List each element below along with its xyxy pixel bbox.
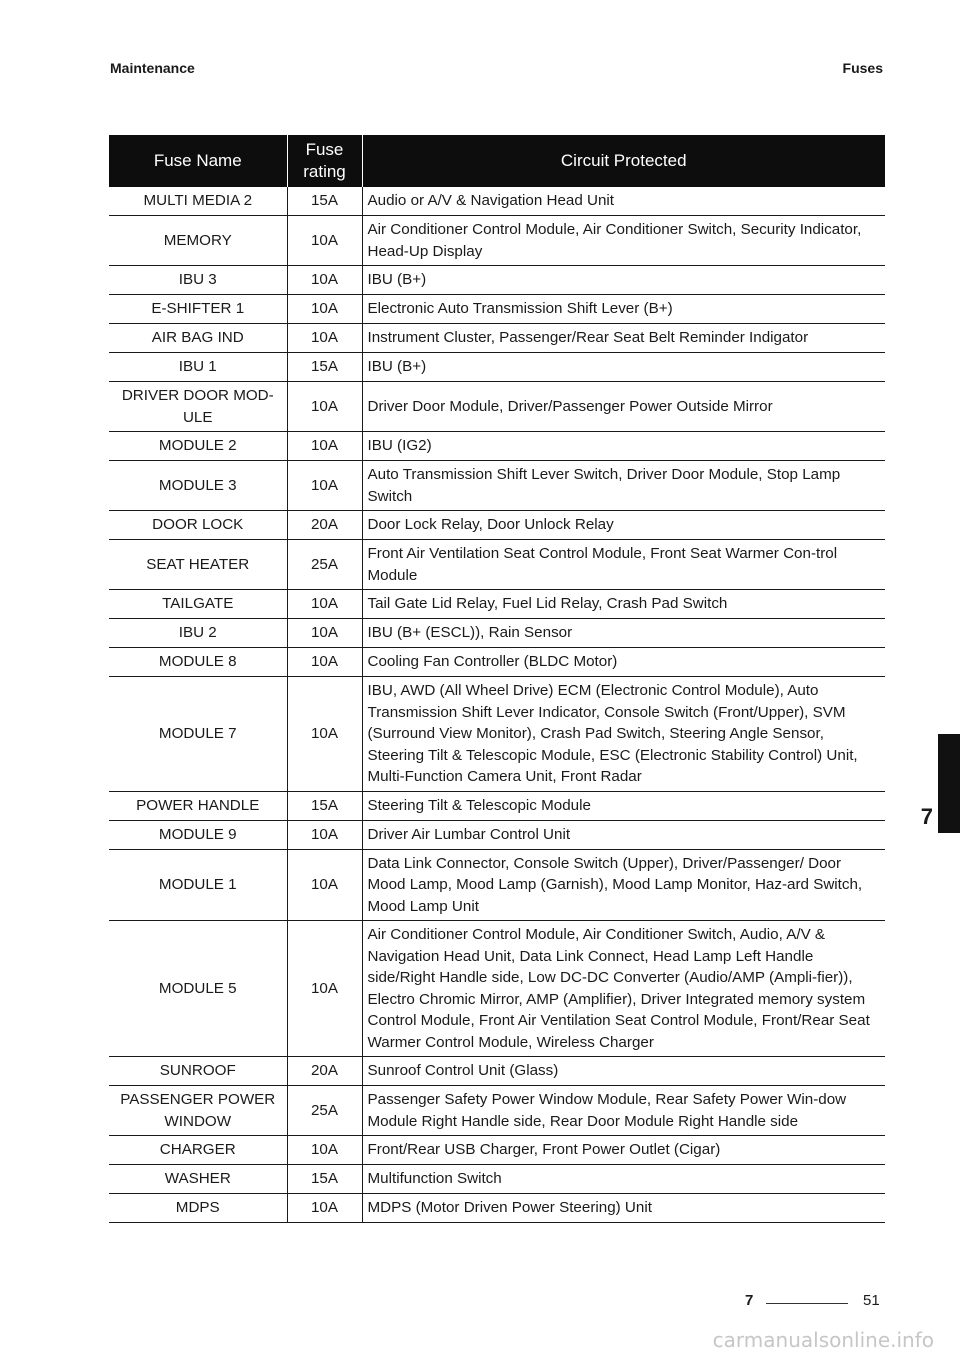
fuse-rating-cell: 10A	[287, 382, 362, 432]
fuse-name-cell: TAILGATE	[109, 590, 287, 619]
circuit-protected-cell: IBU (B+)	[362, 266, 885, 295]
fuse-name-cell: AIR BAG IND	[109, 324, 287, 353]
table-row	[109, 1136, 885, 1165]
table-row	[109, 619, 885, 648]
table-row	[109, 791, 885, 820]
column-header-fuse-rating: Fuse rating	[287, 135, 362, 187]
circuit-protected-cell: Auto Transmission Shift Lever Switch, Driver Door Module, Stop Lamp Switch	[362, 461, 885, 511]
circuit-protected-cell: Door Lock Relay, Door Unlock Relay	[362, 511, 885, 540]
fuse-name-cell: MODULE 9	[109, 820, 287, 849]
fuse-table-body	[109, 187, 885, 1223]
circuit-protected-cell: MDPS (Motor Driven Power Steering) Unit	[362, 1194, 885, 1223]
table-row	[109, 1194, 885, 1223]
circuit-protected-cell: Driver Air Lumbar Control Unit	[362, 820, 885, 849]
fuse-table-header-row	[109, 135, 885, 187]
table-row	[109, 820, 885, 849]
fuse-name-cell: MODULE 3	[109, 461, 287, 511]
fuse-rating-cell: 15A	[287, 187, 362, 216]
table-row	[109, 324, 885, 353]
fuse-name-cell: WASHER	[109, 1165, 287, 1194]
table-row	[109, 921, 885, 1057]
table-row	[109, 648, 885, 677]
footer-divider	[766, 1303, 848, 1304]
fuse-rating-cell: 10A	[287, 461, 362, 511]
fuse-name-cell: SEAT HEATER	[109, 540, 287, 590]
circuit-protected-cell: Air Conditioner Control Module, Air Conditioner Switch, Security Indicator, Head-Up Display	[362, 216, 885, 266]
table-row	[109, 540, 885, 590]
fuse-name-cell: MULTI MEDIA 2	[109, 187, 287, 216]
footer-page-number: 51	[863, 1292, 880, 1309]
table-row	[109, 1086, 885, 1136]
circuit-protected-cell: Instrument Cluster, Passenger/Rear Seat Belt Reminder Indigator	[362, 324, 885, 353]
fuse-rating-cell: 10A	[287, 849, 362, 921]
circuit-protected-cell: Multifunction Switch	[362, 1165, 885, 1194]
fuse-name-cell: MODULE 5	[109, 921, 287, 1057]
fuse-name-cell: SUNROOF	[109, 1057, 287, 1086]
circuit-protected-cell: Tail Gate Lid Relay, Fuel Lid Relay, Crash Pad Switch	[362, 590, 885, 619]
fuse-rating-cell: 10A	[287, 648, 362, 677]
header-topic-title: Fuses	[842, 60, 883, 76]
fuse-rating-cell: 15A	[287, 1165, 362, 1194]
fuse-rating-cell: 25A	[287, 540, 362, 590]
fuse-name-cell: MODULE 2	[109, 432, 287, 461]
fuse-name-cell: MODULE 1	[109, 849, 287, 921]
circuit-protected-cell: IBU (B+)	[362, 353, 885, 382]
fuse-rating-cell: 25A	[287, 1086, 362, 1136]
table-row	[109, 266, 885, 295]
table-row	[109, 216, 885, 266]
chapter-tab	[938, 734, 960, 833]
fuse-name-cell: DOOR LOCK	[109, 511, 287, 540]
circuit-protected-cell: Cooling Fan Controller (BLDC Motor)	[362, 648, 885, 677]
fuse-table	[109, 135, 885, 1223]
fuse-rating-cell: 10A	[287, 677, 362, 792]
fuse-rating-cell: 10A	[287, 432, 362, 461]
fuse-name-cell: MDPS	[109, 1194, 287, 1223]
table-row	[109, 1057, 885, 1086]
table-row	[109, 353, 885, 382]
fuse-rating-cell: 10A	[287, 324, 362, 353]
fuse-rating-cell: 10A	[287, 216, 362, 266]
fuse-rating-cell: 10A	[287, 266, 362, 295]
circuit-protected-cell: Front Air Ventilation Seat Control Module, Front Seat Warmer Con-trol Module	[362, 540, 885, 590]
fuse-name-cell: POWER HANDLE	[109, 791, 287, 820]
fuse-rating-cell: 10A	[287, 619, 362, 648]
fuse-name-cell: IBU 1	[109, 353, 287, 382]
circuit-protected-cell: Air Conditioner Control Module, Air Conditioner Switch, Audio, A/V & Navigation Head Unit, Data Link Connect, Head Lamp Left Handle side/Right Handle side, Low DC-DC Converter (Audio/AMP (Ampli-fier)), Electro Chromic Mirror, AMP (Amplifier), Driver Integrated memory system Control Module, Front Air Ventilation Seat Control Module, Front/Rear Seat Warmer Control Module, Wireless Charger	[362, 921, 885, 1057]
column-header-fuse-name: Fuse Name	[109, 135, 287, 187]
fuse-name-cell: MEMORY	[109, 216, 287, 266]
fuse-rating-cell: 15A	[287, 353, 362, 382]
circuit-protected-cell: Front/Rear USB Charger, Front Power Outlet (Cigar)	[362, 1136, 885, 1165]
fuse-rating-cell: 15A	[287, 791, 362, 820]
watermark: carmanualsonline.info	[712, 1328, 934, 1352]
fuse-name-cell: DRIVER DOOR MOD-ULE	[109, 382, 287, 432]
circuit-protected-cell: Steering Tilt & Telescopic Module	[362, 791, 885, 820]
fuse-name-cell: E-SHIFTER 1	[109, 295, 287, 324]
fuse-rating-cell: 20A	[287, 1057, 362, 1086]
fuse-rating-cell: 10A	[287, 1136, 362, 1165]
fuse-rating-cell: 20A	[287, 511, 362, 540]
fuse-name-cell: IBU 2	[109, 619, 287, 648]
circuit-protected-cell: IBU (B+ (ESCL)), Rain Sensor	[362, 619, 885, 648]
circuit-protected-cell: Passenger Safety Power Window Module, Rear Safety Power Win-dow Module Right Handle side, Rear Door Module Right Handle side	[362, 1086, 885, 1136]
circuit-protected-cell: IBU, AWD (All Wheel Drive) ECM (Electronic Control Module), Auto Transmission Shift Lever Indicator, Console Switch (Front/Upper), SVM (Surround View Monitor), Crash Pad Switch, Steering Angle Sensor, Steering Tilt & Telescopic Module, ESC (Electronic Stability Control) Unit, Multi-Function Camera Unit, Front Radar	[362, 677, 885, 792]
table-row	[109, 382, 885, 432]
fuse-name-cell: IBU 3	[109, 266, 287, 295]
table-row	[109, 511, 885, 540]
table-row	[109, 295, 885, 324]
fuse-rating-cell: 10A	[287, 820, 362, 849]
table-row	[109, 849, 885, 921]
circuit-protected-cell: Electronic Auto Transmission Shift Lever (B+)	[362, 295, 885, 324]
fuse-name-cell: MODULE 8	[109, 648, 287, 677]
fuse-rating-cell: 10A	[287, 1194, 362, 1223]
column-header-circuit-protected: Circuit Protected	[362, 135, 885, 187]
circuit-protected-cell: Audio or A/V & Navigation Head Unit	[362, 187, 885, 216]
header-section-title: Maintenance	[110, 60, 195, 76]
circuit-protected-cell: IBU (IG2)	[362, 432, 885, 461]
fuse-rating-cell: 10A	[287, 921, 362, 1057]
table-row	[109, 1165, 885, 1194]
table-row	[109, 461, 885, 511]
fuse-name-cell: PASSENGER POWER WINDOW	[109, 1086, 287, 1136]
table-row	[109, 187, 885, 216]
table-row	[109, 432, 885, 461]
fuse-name-cell: CHARGER	[109, 1136, 287, 1165]
fuse-rating-cell: 10A	[287, 590, 362, 619]
fuse-name-cell: MODULE 7	[109, 677, 287, 792]
circuit-protected-cell: Driver Door Module, Driver/Passenger Power Outside Mirror	[362, 382, 885, 432]
fuse-rating-cell: 10A	[287, 295, 362, 324]
circuit-protected-cell: Data Link Connector, Console Switch (Upper), Driver/Passenger/ Door Mood Lamp, Mood Lamp (Garnish), Mood Lamp Monitor, Haz-ard Switch, Mood Lamp Unit	[362, 849, 885, 921]
table-row	[109, 677, 885, 792]
chapter-tab-number: 7	[920, 804, 933, 829]
circuit-protected-cell: Sunroof Control Unit (Glass)	[362, 1057, 885, 1086]
footer-chapter-number: 7	[745, 1292, 754, 1309]
table-row	[109, 590, 885, 619]
